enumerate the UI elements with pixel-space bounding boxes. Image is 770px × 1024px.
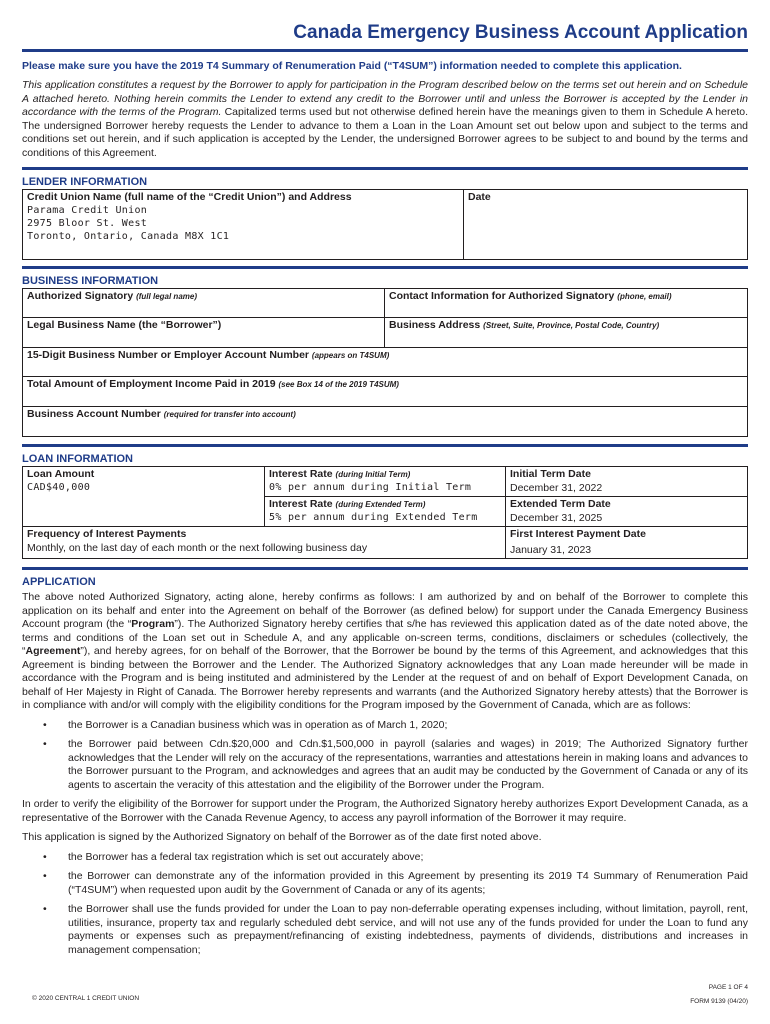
application-paragraph-2: In order to verify the eligibility of the Borrower for support under the Program, the Authorized Signatory hereby authorizes Export Development Canada, as a representative of the Borrower with the Canada Revenue Agency, to access any payroll information of the Borrower it may require. <box>22 798 748 824</box>
initial-rate-value: 0% per annum during Initial Term <box>269 482 472 493</box>
eligibility-list <box>22 719 748 793</box>
contact-field[interactable] <box>385 289 748 318</box>
business-address-label: Business Address <box>389 319 481 331</box>
intro-paragraph <box>22 79 748 160</box>
para1-part-b: ”). The Authorized Signatory hereby certifies that s/he has reviewed this application dated as of the date noted above, the terms and conditions of the Loan set out in Schedule A, and any applicable on-screen terms, conditions, disclaimers or schedules (collectively, the “ <box>22 618 748 657</box>
signatory-field[interactable] <box>23 289 385 318</box>
signatory-label: Authorized Signatory <box>27 290 134 302</box>
signatory-hint: (full legal name) <box>136 292 197 301</box>
date-label: Date <box>468 191 491 203</box>
copyright-footer: © 2020 CENTRAL 1 CREDIT UNION <box>32 995 140 1002</box>
intro-italic-text: This application constitutes a request by the Borrower to apply for participation in the Program described below on the terms set out herein and on Schedule A attached hereto. Nothing herein commits the Lender to extend any credit to the Borrower until and unless the Borrower is accepted by the Lender in accordance with the terms of the Program. <box>22 79 748 118</box>
business-address-hint: (Street, Suite, Province, Postal Code, Country) <box>483 321 660 330</box>
list-item: • the Borrower shall use the funds provided for under the Loan to pay non-deferrable operating expenses including, without limitation, payroll, rent, utilities, insurance, property tax and regularly scheduled debt service, and will not use any of the funds provided for under the Loan to fund any payments or expenses such as prepayment/refinancing of existing indebtedness, payments of dividends, distributions and increases in management compensation; <box>22 903 748 957</box>
extended-term-value: December 31, 2025 <box>510 512 603 524</box>
form-number: FORM 9139 (04/20) <box>690 998 748 1005</box>
extended-rate-hint: (during Extended Term) <box>335 500 426 509</box>
title-rule <box>22 49 748 52</box>
list-item: • the Borrower paid between Cdn.$20,000 and Cdn.$1,500,000 in payroll (salaries and wages) in 2019; The Authorized Signatory further acknowledges that the Lender will rely on the accuracy of the representations, warranties and attestations herein in making loans and advances to the Borrower pursuant to the Program, and acknowledges and agrees that an audit may be conducted by the Government of Canada or any of its agents to ascertain the veracity of this attestation and the eligibility of the Borrower under the Program. <box>22 738 748 792</box>
business-account-hint: (required for transfer into account) <box>163 410 296 419</box>
business-section-heading: BUSINESS INFORMATION <box>22 275 159 287</box>
application-page <box>22 0 748 957</box>
initial-rate-field[interactable] <box>265 467 506 497</box>
intro-plain-text: Capitalized terms used but not otherwise defined herein have the meanings given to them in Schedule A hereto. The undersigned Borrower hereby requests the Lender to advance to them a Loan in the Loan Amount set out below upon and subject to the terms and conditions set out herein, and if such application is accepted by the Lender, the undersigned Borrower agrees to be subject to and bound by the terms and conditions of this Agreement. <box>22 106 748 159</box>
credit-union-label: Credit Union Name (full name of the “Credit Union”) and Address <box>27 191 352 203</box>
list-item: • the Borrower has a federal tax registration which is set out accurately above; <box>22 851 748 865</box>
contact-hint: (phone, email) <box>617 292 672 301</box>
extended-rate-label: Interest Rate <box>269 498 333 510</box>
contact-label: Contact Information for Authorized Signatory <box>389 290 615 302</box>
list-item: • the Borrower is a Canadian business which was in operation as of March 1, 2020; <box>22 719 748 733</box>
business-table <box>22 288 748 437</box>
t4sum-notice: Please make sure you have the 2019 T4 Summary of Renumeration Paid (“T4SUM”) information needed to complete this application. <box>22 60 682 72</box>
loan-amount-label: Loan Amount <box>27 468 95 480</box>
business-account-label: Business Account Number <box>27 408 161 420</box>
initial-rate-label: Interest Rate <box>269 468 333 480</box>
payment-frequency-field[interactable] <box>23 527 506 559</box>
first-payment-value: January 31, 2023 <box>510 544 592 556</box>
credit-union-name: Parama Credit Union <box>27 205 148 216</box>
credit-union-city: Toronto, Ontario, Canada M8X 1C1 <box>27 231 230 242</box>
initial-rate-hint: (during Initial Term) <box>335 470 411 479</box>
list-item: • the Borrower can demonstrate any of the information provided in this Agreement by presenting its 2019 T4 Summary of Renumeration Paid (“T4SUM”) when requested upon audit by the Government of Canada or any of its agents; <box>22 870 748 897</box>
page-title: Canada Emergency Business Account Application <box>293 22 748 43</box>
business-number-field[interactable] <box>23 348 748 377</box>
employment-income-hint: (see Box 14 of the 2019 T4SUM) <box>278 380 399 389</box>
credit-union-field[interactable] <box>23 190 464 260</box>
application-rule <box>22 567 748 570</box>
loan-table <box>22 466 748 559</box>
initial-term-label: Initial Term Date <box>510 468 591 480</box>
payment-frequency-label: Frequency of Interest Payments <box>27 528 187 540</box>
business-number-label: 15-Digit Business Number or Employer Account Number <box>27 349 309 361</box>
date-field[interactable] <box>464 190 748 260</box>
legal-name-label: Legal Business Name (the “Borrower”) <box>27 319 222 331</box>
loan-amount-field[interactable] <box>23 467 265 527</box>
business-address-field[interactable] <box>385 318 748 348</box>
lender-table <box>22 189 748 260</box>
program-term: Program <box>131 618 175 630</box>
lender-rule <box>22 167 748 170</box>
application-paragraph-3: This application is signed by the Authorized Signatory on behalf of the Borrower as of the date first noted above. <box>22 831 542 843</box>
credit-union-street: 2975 Bloor St. West <box>27 218 148 229</box>
extended-rate-field[interactable] <box>265 497 506 527</box>
business-number-hint: (appears on T4SUM) <box>311 351 390 360</box>
agreement-term: Agreement <box>25 645 81 657</box>
para1-part-c: ”), and hereby agrees, for on behalf of the Borrower, that the Borrower be bound by the terms of this Agreement, and acknowledges that this Agreement is binding between the Borrower and the Lender. The Authorized Signatory acknowledges that any Loan made hereunder will be made in accordance with the Program and is being instituted and administered by the Lender at the request of and on behalf of Export Development Canada, on behalf of Her Majesty in Right of Canada. The Borrower hereby represents and warrants (and the Authorized Signatory hereby attests) that the Borrower is in compliance with and/or will comply with the eligibility conditions for the Program imposed by the Government of Canada, which are as follows: <box>22 645 748 711</box>
application-section-heading: APPLICATION <box>22 576 96 588</box>
extended-rate-value: 5% per annum during Extended Term <box>269 512 478 523</box>
initial-term-value: December 31, 2022 <box>510 482 603 494</box>
page-footer <box>690 981 748 1009</box>
initial-term-field[interactable] <box>506 467 748 497</box>
extended-term-field[interactable] <box>506 497 748 527</box>
page-number: PAGE 1 OF 4 <box>708 984 748 991</box>
business-rule <box>22 266 748 269</box>
loan-section-heading: LOAN INFORMATION <box>22 453 134 465</box>
lender-section-heading: LENDER INFORMATION <box>22 176 148 188</box>
para1-part-a: The above noted Authorized Signatory, acting alone, hereby confirms as follows: I am authorized by and on behalf of the Borrower to complete this application on its behalf and enter into the Agreement on behalf of the Borrower (as defined below) for support under the Canada Emergency Business Account program (the “ <box>22 591 748 630</box>
legal-name-field[interactable] <box>23 318 385 348</box>
employment-income-field[interactable] <box>23 377 748 407</box>
borrower-undertakings-list <box>22 851 748 958</box>
first-payment-field[interactable] <box>506 527 748 559</box>
business-account-field[interactable] <box>23 407 748 437</box>
extended-term-label: Extended Term Date <box>510 498 611 510</box>
application-paragraph-1 <box>22 591 748 713</box>
loan-amount-value: CAD$40,000 <box>27 482 91 493</box>
loan-rule <box>22 444 748 447</box>
payment-frequency-value: Monthly, on the last day of each month or the next following business day <box>27 542 368 554</box>
employment-income-label: Total Amount of Employment Income Paid in 2019 <box>27 378 276 390</box>
first-payment-label: First Interest Payment Date <box>510 528 646 540</box>
